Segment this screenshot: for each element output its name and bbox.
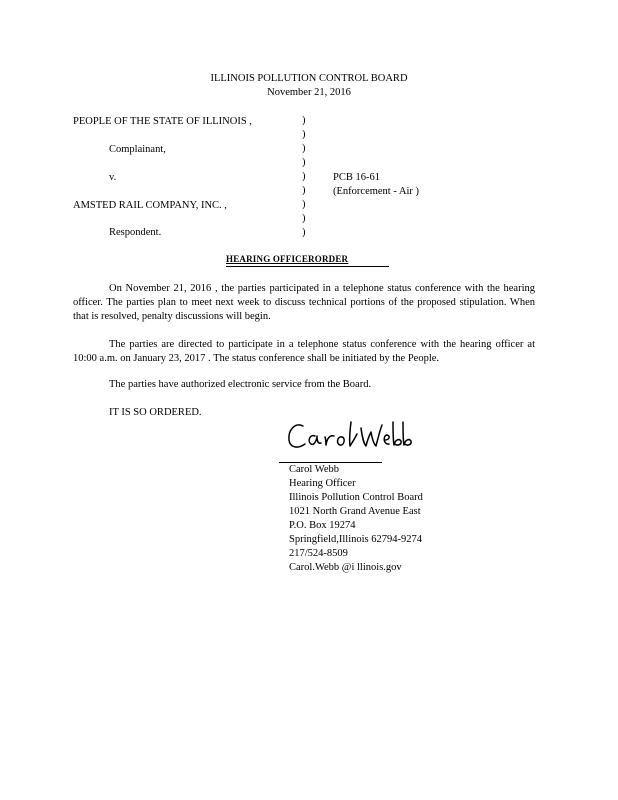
- respondent-role: Respondent.: [109, 227, 162, 238]
- complainant-party: PEOPLE OF THE STATE OF ILLINOIS ,: [73, 116, 252, 127]
- caption-paren: ): [302, 213, 306, 224]
- case-type: (Enforcement - Air ): [333, 186, 420, 197]
- signer-city: Springfield,Illinois 62794-9274: [289, 534, 422, 545]
- handwritten-signature: [285, 416, 415, 456]
- order-heading: HEARING OFFICERORDER: [226, 254, 349, 264]
- paragraph-1: [73, 282, 535, 324]
- signer-email: Carol.Webb @i llinois.gov: [289, 562, 402, 573]
- signer-phone: 217/524-8509: [289, 548, 348, 559]
- versus-label: v.: [109, 172, 117, 183]
- order-heading-rule: [226, 266, 389, 267]
- caption-paren: ): [302, 115, 306, 126]
- case-number: PCB 16-61: [333, 172, 380, 183]
- order-date: November 21, 2016: [267, 87, 351, 98]
- signer-title: Hearing Officer: [289, 478, 356, 489]
- complainant-role: Complainant,: [109, 144, 166, 155]
- caption-paren: ): [302, 143, 306, 154]
- signer-street: 1021 North Grand Avenue East: [289, 506, 421, 517]
- respondent-party: AMSTED RAIL COMPANY, INC. ,: [73, 200, 227, 211]
- signer-po-box: P.O. Box 19274: [289, 520, 356, 531]
- caption-paren: ): [302, 171, 306, 182]
- caption-paren-column: [302, 114, 312, 240]
- signer-agency: Illinois Pollution Control Board: [289, 492, 423, 503]
- paragraph-1-text: On November 21, 2016 , the parties participated in a telephone status conference with the hearing officer. The parties plan to meet next week to discuss technical portions of the proposed stipulation. When that is resolved, penalty discussions will begin.: [73, 283, 535, 322]
- paragraph-3-text: The parties have authorized electronic service from the Board.: [109, 379, 372, 390]
- caption-paren: ): [302, 185, 306, 196]
- caption-paren: ): [302, 199, 306, 210]
- paragraph-2: [73, 338, 535, 366]
- paragraph-3: [73, 378, 535, 392]
- board-name: ILLINOIS POLLUTION CONTROL BOARD: [210, 73, 408, 84]
- caption-paren: ): [302, 227, 306, 238]
- caption-paren: ): [302, 129, 306, 140]
- paragraph-4-text: IT IS SO ORDERED.: [109, 407, 202, 418]
- signer-name: Carol Webb: [289, 464, 339, 475]
- paragraph-2-text: The parties are directed to participate in a telephone status conference with the hearing officer at 10:00 a.m. on January 23, 2017 . The status conference shall be initiated by the People.: [73, 339, 535, 364]
- caption-paren: ): [302, 157, 306, 168]
- signature-block: [289, 463, 423, 575]
